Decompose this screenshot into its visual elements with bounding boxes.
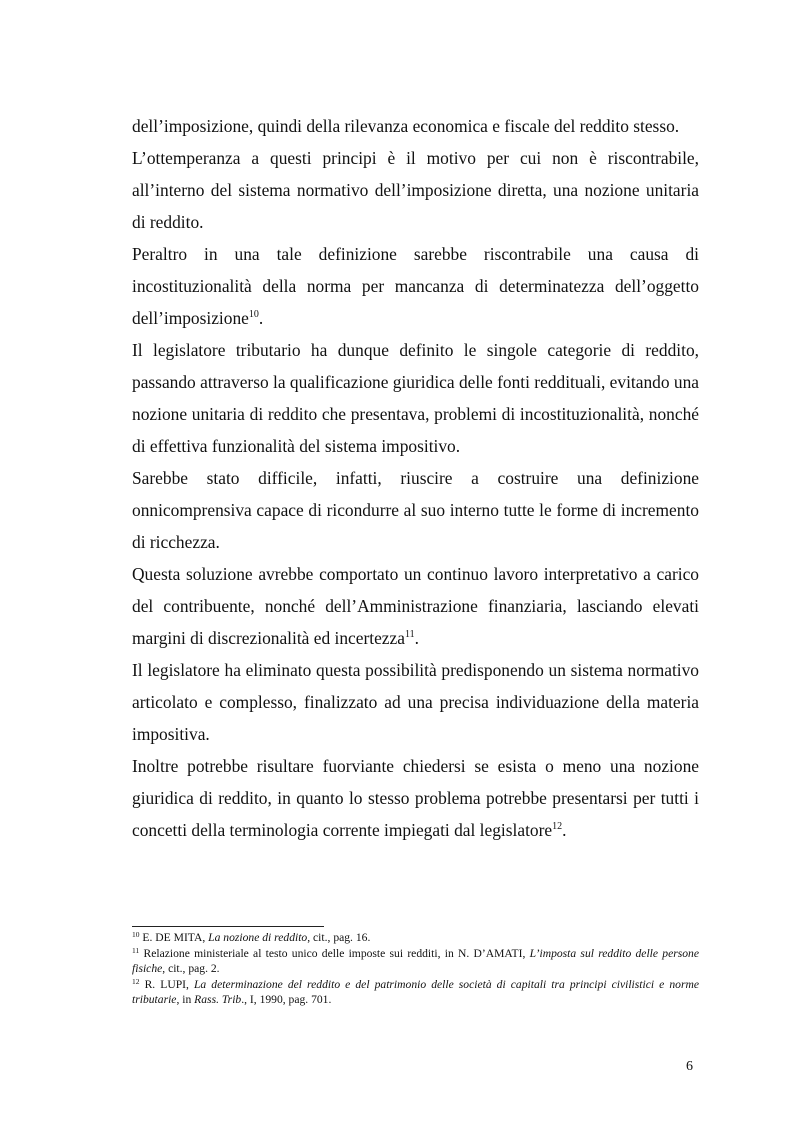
paragraph	[132, 654, 699, 750]
paragraph	[132, 334, 699, 462]
paragraph-text: Inoltre potrebbe risultare fuorviante chiedersi se esista o meno una nozione giuridica di reddito, in quanto lo stesso problema potrebbe presentarsi per tutti i concetti della terminologia corrente impiegati dal legislatore	[132, 756, 699, 840]
footnote	[132, 930, 699, 946]
footnote-ref: 11	[404, 629, 415, 640]
paragraph-punct: .	[414, 628, 419, 648]
footnote-ref: 10	[248, 309, 259, 320]
paragraph-text: Questa soluzione avrebbe comportato un continuo lavoro interpretativo a carico del contribuente, nonché dell’Amministrazione finanziaria, lasciando elevati margini di discrezionalità ed incertezza	[132, 564, 699, 648]
paragraph	[132, 750, 699, 846]
paragraph-punct: .	[258, 308, 264, 328]
footnote-separator	[132, 926, 324, 927]
paragraph	[132, 558, 699, 654]
footnote-title: L’imposta sul reddito delle persone fisiche	[132, 946, 699, 975]
paragraph-text: dell’imposizione, quindi della rilevanza economica e fiscale del reddito stesso.	[132, 116, 680, 136]
footnote-text: R. LUPI,	[144, 977, 194, 991]
paragraph-text: Il legislatore ha eliminato questa possibilità predisponendo un sistema normativo articolato e complesso, finalizzato ad una precisa individuazione della materia impositiva.	[132, 660, 699, 744]
footnote-text: E. DE MITA,	[142, 931, 209, 944]
paragraph-text: L’ottemperanza a questi principi è il motivo per cui non è riscontrabile, all’interno del sistema normativo dell’imposizione diretta, una nozione unitaria di reddito.	[132, 148, 699, 232]
footnote-number: 11	[132, 945, 140, 955]
footnote-journal: Rass. Trib	[194, 993, 242, 1006]
footnote-text: Relazione ministeriale al testo unico delle imposte sui redditi, in N. D’AMATI,	[143, 946, 530, 960]
page-number: 6	[686, 1059, 693, 1074]
paragraph-text: Sarebbe stato difficile, infatti, riuscire a costruire una definizione onnicomprensiva capace di ricondurre al suo interno tutte le forme di incremento di ricchezza.	[132, 468, 699, 552]
footnote-title: La determinazione del reddito e del patrimonio delle società di capitali tra principi civilistici e norme tributarie	[132, 977, 699, 1006]
footnote-text: , cit., pag. 16.	[307, 931, 371, 944]
paragraph	[132, 462, 699, 558]
paragraph-punct: .	[562, 820, 567, 840]
footnote-text: , in	[176, 993, 195, 1006]
paragraph-text: Peraltro in una tale definizione sarebbe riscontrabile una causa di incostituzionalità della norma per mancanza di determinatezza dell’oggetto dell’imposizione	[132, 244, 699, 328]
footnote-title: La nozione di reddito	[208, 931, 308, 944]
footnote-number: 10	[132, 930, 140, 939]
footnote	[132, 977, 699, 1008]
footnote-ref: 12	[552, 821, 563, 832]
footnote	[132, 946, 699, 977]
paragraph	[132, 238, 699, 334]
paragraph	[132, 142, 699, 238]
body-text	[132, 110, 699, 846]
paragraph	[132, 110, 699, 142]
paragraph-text: Il legislatore tributario ha dunque definito le singole categorie di reddito, passando attraverso la qualificazione giuridica delle fonti reddituali, evitando una nozione unitaria di reddito che presentava, problemi di incostituzionalità, nonché di effettiva funzionalità del sistema impositivo.	[132, 340, 699, 456]
footnote-number: 12	[132, 976, 140, 986]
footnote-text: , cit., pag. 2.	[162, 962, 220, 975]
footnotes	[132, 930, 699, 1008]
footnote-text: ., I, 1990, pag. 701.	[241, 993, 332, 1006]
